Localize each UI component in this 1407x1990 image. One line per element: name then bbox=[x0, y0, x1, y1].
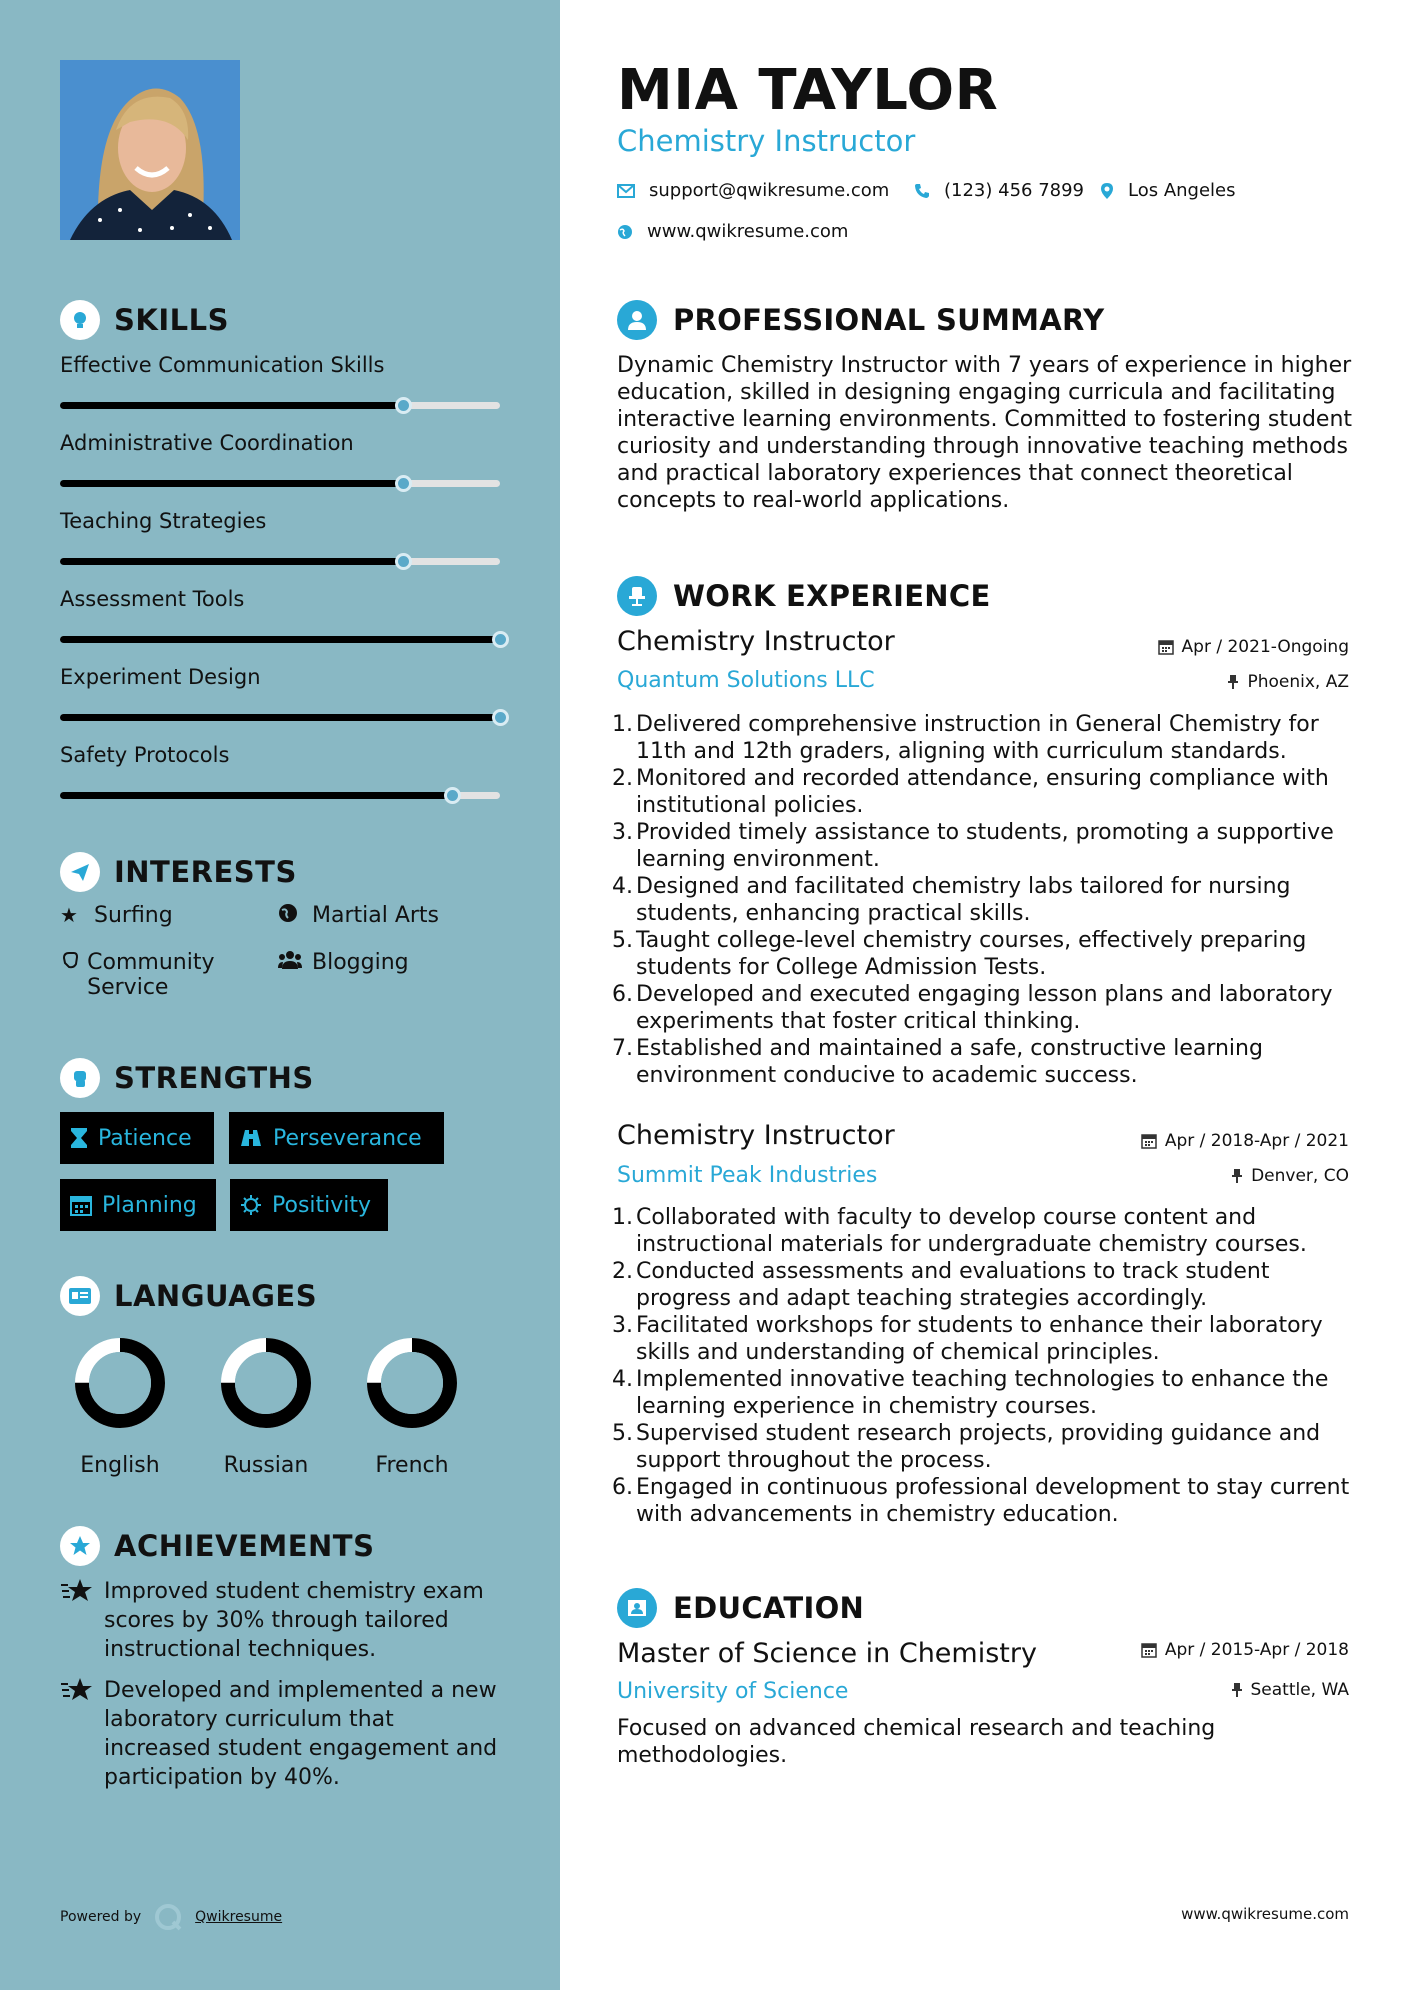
language-ring bbox=[216, 1333, 316, 1433]
list-item: 4. Designed and facilitated chemistry labs tailored for nursing students, enhancing practical skills. bbox=[612, 874, 1291, 926]
achievement-item: Improved student chemistry exam scores by 30% through tailored instructional techniques. bbox=[60, 1577, 505, 1664]
graduation-icon bbox=[617, 1588, 657, 1628]
skills-heading: SKILLS bbox=[60, 300, 229, 340]
star-icon: ★ bbox=[60, 903, 78, 927]
language-item: English bbox=[60, 1333, 180, 1478]
list-item: 1. Collaborated with faculty to develop course content and instructional materials for undergraduate chemistry courses. bbox=[612, 1205, 1307, 1257]
job-duties-list bbox=[612, 1204, 1357, 1528]
skill-bar-knob bbox=[395, 553, 412, 570]
company-name: Quantum Solutions LLC bbox=[617, 668, 875, 693]
job-dates: Apr / 2018-Apr / 2021 bbox=[1141, 1131, 1349, 1151]
school-name: University of Science bbox=[617, 1679, 849, 1704]
envelope-icon bbox=[617, 184, 635, 198]
skill-item: Assessment Tools bbox=[60, 587, 500, 611]
hand-icon bbox=[60, 950, 81, 975]
list-item: 3. Facilitated workshops for students to enhance their laboratory skills and understanding of chemical principles. bbox=[612, 1313, 1323, 1365]
education-dates: Apr / 2015-Apr / 2018 bbox=[1141, 1640, 1349, 1660]
calendar-icon bbox=[1141, 1642, 1157, 1658]
education-heading: EDUCATION bbox=[617, 1588, 864, 1628]
job-location: Denver, CO bbox=[1231, 1166, 1349, 1186]
list-item: 6. Engaged in continuous professional development to stay current with advancements in chemistry education. bbox=[612, 1475, 1350, 1527]
list-item: 4. Implemented innovative teaching technologies to enhance the learning experience in chemistry courses. bbox=[612, 1367, 1329, 1419]
calendar-icon bbox=[1158, 639, 1174, 655]
sun-icon bbox=[240, 1194, 262, 1216]
calendar-icon bbox=[70, 1194, 92, 1216]
skill-bar-knob bbox=[395, 397, 412, 414]
candidate-role: Chemistry Instructor bbox=[617, 124, 916, 158]
job-title: Chemistry Instructor bbox=[617, 626, 895, 657]
skill-bar-fill bbox=[60, 792, 452, 799]
sidebar bbox=[0, 0, 560, 1990]
contact-location: Los Angeles bbox=[1100, 180, 1236, 201]
calendar-icon bbox=[1141, 1133, 1157, 1149]
skill-bar-knob bbox=[492, 631, 509, 648]
pushpin-icon bbox=[1231, 1168, 1243, 1184]
skill-bar bbox=[60, 792, 500, 799]
skill-item: Effective Communication Skills bbox=[60, 353, 500, 377]
lightbulb-icon bbox=[60, 300, 100, 340]
list-item: 6. Developed and executed engaging lesson plans and laboratory experiments that foster critical thinking. bbox=[612, 982, 1333, 1034]
candidate-name: MIA TAYLOR bbox=[617, 58, 999, 123]
company-name: Summit Peak Industries bbox=[617, 1163, 878, 1188]
strength-badge: Positivity bbox=[230, 1179, 388, 1231]
skill-bar-fill bbox=[60, 636, 500, 643]
achievements-heading: ACHIEVEMENTS bbox=[60, 1526, 374, 1566]
skill-item: Administrative Coordination bbox=[60, 431, 500, 455]
skill-item: Teaching Strategies bbox=[60, 509, 500, 533]
job-title: Chemistry Instructor bbox=[617, 1120, 895, 1151]
powered-by: Powered by Qwikresume bbox=[60, 1902, 282, 1932]
job-dates: Apr / 2021-Ongoing bbox=[1158, 637, 1349, 657]
qwikresume-link[interactable]: Qwikresume bbox=[195, 1909, 283, 1925]
chair-icon bbox=[617, 576, 657, 616]
list-item: 7. Established and maintained a safe, constructive learning environment conducive to academic success. bbox=[612, 1036, 1263, 1088]
hourglass-icon bbox=[70, 1127, 88, 1149]
strength-badge: Perseverance bbox=[229, 1112, 444, 1164]
map-pin-icon bbox=[1100, 182, 1114, 200]
skill-item: Experiment Design bbox=[60, 665, 500, 689]
skill-bar-fill bbox=[60, 714, 500, 721]
list-item: 5. Supervised student research projects, providing guidance and support throughout the process. bbox=[612, 1421, 1321, 1473]
education-location: Seattle, WA bbox=[1231, 1680, 1350, 1700]
skill-bar bbox=[60, 480, 500, 487]
skill-bar bbox=[60, 714, 500, 721]
globe-icon bbox=[617, 224, 633, 240]
award-star-icon bbox=[60, 1526, 100, 1566]
globe-icon bbox=[278, 903, 306, 928]
job-duties-list bbox=[612, 711, 1357, 1089]
footer-website[interactable]: www.qwikresume.com bbox=[1181, 1905, 1349, 1923]
skill-item: Safety Protocols bbox=[60, 743, 500, 767]
list-item: 2. Monitored and recorded attendance, ensuring compliance with institutional policies. bbox=[612, 766, 1329, 818]
qwikresume-logo-icon bbox=[153, 1902, 183, 1932]
experience-heading: WORK EXPERIENCE bbox=[617, 576, 991, 616]
skill-bar-fill bbox=[60, 402, 403, 409]
interest-item: Martial Arts bbox=[278, 903, 439, 928]
interest-item: Blogging bbox=[278, 950, 409, 975]
paper-plane-icon bbox=[60, 852, 100, 892]
fist-icon bbox=[60, 1058, 100, 1098]
star-burst-icon bbox=[60, 1577, 104, 1664]
skill-bar-knob bbox=[395, 475, 412, 492]
languages-heading: LANGUAGES bbox=[60, 1276, 317, 1316]
skill-bar-fill bbox=[60, 558, 403, 565]
language-ring bbox=[362, 1333, 462, 1433]
list-item: 5. Taught college-level chemistry courses, effectively preparing students for College Admission Tests. bbox=[612, 928, 1307, 980]
user-icon bbox=[617, 300, 657, 340]
star-burst-icon bbox=[60, 1676, 104, 1792]
skill-bar bbox=[60, 636, 500, 643]
contact-website[interactable]: www.qwikresume.com bbox=[617, 221, 848, 242]
strength-badge: Planning bbox=[60, 1179, 216, 1231]
users-icon bbox=[278, 950, 306, 975]
language-item: Russian bbox=[206, 1333, 326, 1478]
skill-bar-knob bbox=[444, 787, 461, 804]
pushpin-icon bbox=[1231, 1682, 1243, 1698]
list-item: 3. Provided timely assistance to students, promoting a supportive learning environment. bbox=[612, 820, 1334, 872]
education-description: Focused on advanced chemical research and teaching methodologies. bbox=[617, 1716, 1216, 1768]
profile-photo bbox=[60, 60, 240, 240]
interests-heading: INTERESTS bbox=[60, 852, 297, 892]
phone-icon bbox=[914, 183, 930, 199]
list-item: 1. Delivered comprehensive instruction in General Chemistry for 11th and 12th graders, aligning with curriculum standards. bbox=[612, 712, 1319, 764]
strengths-heading: STRENGTHS bbox=[60, 1058, 314, 1098]
job-location: Phoenix, AZ bbox=[1227, 672, 1349, 692]
contact-phone[interactable]: (123) 456 7899 bbox=[914, 180, 1084, 201]
degree-title: Master of Science in Chemistry bbox=[617, 1638, 1037, 1669]
skill-bar bbox=[60, 558, 500, 565]
summary-heading: PROFESSIONAL SUMMARY bbox=[617, 300, 1104, 340]
language-ring bbox=[70, 1333, 170, 1433]
skill-bar bbox=[60, 402, 500, 409]
language-item: French bbox=[352, 1333, 472, 1478]
id-card-icon bbox=[60, 1276, 100, 1316]
skill-bar-knob bbox=[492, 709, 509, 726]
list-item: 2. Conducted assessments and evaluations to track student progress and adapt teaching strategies accordingly. bbox=[612, 1259, 1270, 1311]
contact-email[interactable]: support@qwikresume.com bbox=[617, 180, 889, 201]
skill-bar-fill bbox=[60, 480, 403, 487]
binoculars-icon bbox=[239, 1128, 263, 1148]
interest-item: Community Service bbox=[60, 950, 250, 1000]
interest-item: ★ Surfing bbox=[60, 903, 173, 928]
summary-text: Dynamic Chemistry Instructor with 7 years of experience in higher education, skilled in designing engaging curricula and facilitating interactive learning environments. Committed to fostering student curiosity and understanding through innovative teaching methods and practical laboratory experiences that connect theoretical concepts to real-world applications. bbox=[617, 353, 1353, 513]
pushpin-icon bbox=[1227, 674, 1239, 690]
strength-badge: Patience bbox=[60, 1112, 214, 1164]
achievement-item: Developed and implemented a new laboratory curriculum that increased student engagement and participation by 40%. bbox=[60, 1676, 505, 1792]
